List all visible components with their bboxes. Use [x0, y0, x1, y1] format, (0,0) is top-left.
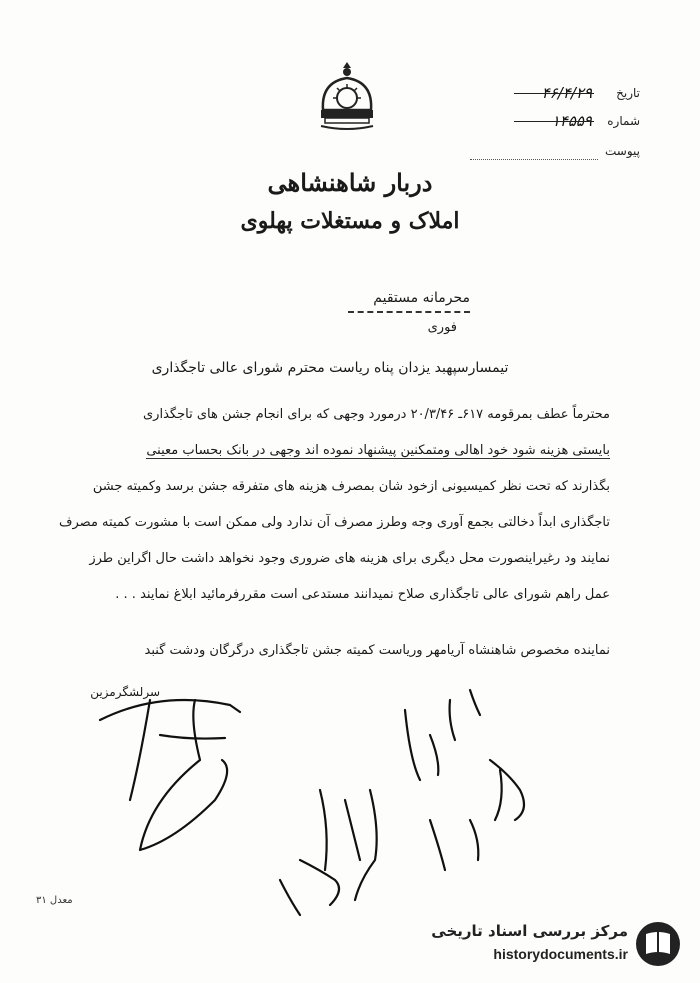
- body-line: عمل راهم شورای عالی تاجگذاری صلاح نمیدانند مستدعی است مقررفرمائید ابلاغ نمایند . . .: [115, 587, 610, 602]
- body-line: محترماً عطف بمرقومه ۶۱۷ـ ۲۰/۳/۴۶ درمورد وجهی که برای انجام جشن های تاجگذاری: [143, 407, 610, 422]
- watermark-title: مرکز بررسی اسناد تاریخی: [431, 922, 628, 940]
- archive-watermark: [398, 918, 688, 972]
- addressee-line: تیمسارسپهبد یزدان پناه ریاست محترم شورای عالی تاجگذاری: [151, 360, 509, 376]
- date-value: ۴۶/۴/۲۹: [541, 84, 592, 102]
- attachment-label: پیوست: [605, 144, 640, 158]
- footnote-text: معدل ۳۱: [36, 895, 73, 906]
- archive-logo-icon: [634, 920, 682, 968]
- confidential-underline: [348, 311, 470, 313]
- org-line-estates: املاک و مستغلات پهلوی: [240, 208, 460, 234]
- number-strike: [514, 121, 594, 122]
- body-line: بگذارند که تحت نظر کمیسیونی ازخود شان بمصرف هزینه های متفرقه جشن برسد وکمیته جشن: [92, 479, 610, 494]
- date-strike: [514, 93, 594, 94]
- attachment-dots: [470, 159, 598, 160]
- number-row: [470, 112, 640, 134]
- body-line: [50, 440, 610, 476]
- royal-crown-emblem: [315, 60, 379, 140]
- body-line: تاجگذاری ابداً دخالتی بجمع آوری وجه وطرز مصرف آن ندارد ولی ممکن است با مشورت کمیته مصرف: [59, 515, 610, 530]
- watermark-url: historydocuments.ir: [493, 946, 628, 962]
- org-line-court: دربار شاهنشاهی: [267, 168, 433, 197]
- signoff-line: نماینده مخصوص شاهنشاه آریامهر وریاست کمیته جشن تاجگذاری درگرگان ودشت گنبد: [144, 643, 610, 658]
- date-row: [470, 84, 640, 106]
- urgent-stamp: فوری: [427, 320, 457, 335]
- body-line-text: بایستی هزینه شود خود اهالی ومتمکنین پیشنهاد نموده اند وجهی در بانک بحساب معینی: [146, 443, 610, 458]
- date-label: تاریخ: [616, 86, 640, 100]
- number-value: ۱۴۵۵۹: [551, 112, 592, 130]
- signer-name: سرلشگرمزین: [90, 685, 160, 699]
- letter-body: [50, 404, 610, 620]
- body-line: نمایند ود رغیراینصورت محل دیگری برای هزینه های ضروری وجود نخواهد داشت حال اگراین طرز: [89, 551, 610, 566]
- confidential-stamp: محرمانه مستقیم: [373, 290, 470, 306]
- attachment-row: [470, 142, 640, 164]
- number-label: شماره: [607, 114, 640, 128]
